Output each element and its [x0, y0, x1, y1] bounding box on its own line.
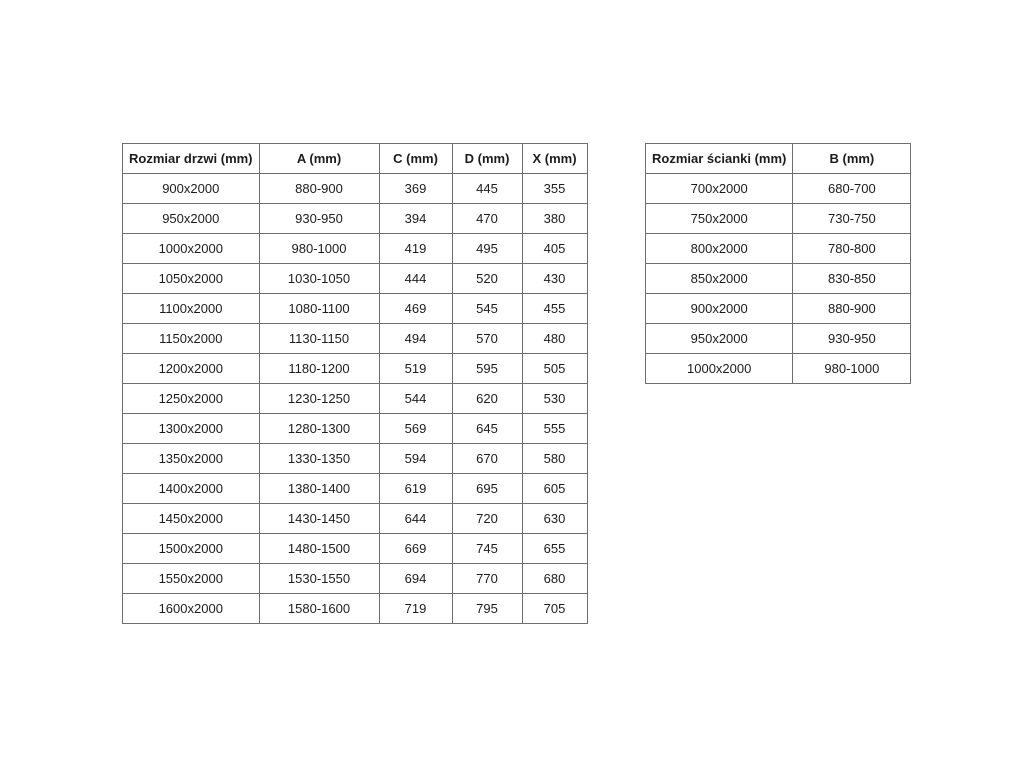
table-cell: 605: [522, 474, 587, 504]
table-cell: 544: [379, 384, 452, 414]
table-cell: 569: [379, 414, 452, 444]
table-cell: 750x2000: [646, 204, 793, 234]
table-cell: 1000x2000: [123, 234, 260, 264]
table-row: [646, 294, 911, 324]
table-cell: 980-1000: [259, 234, 379, 264]
table-cell: 1050x2000: [123, 264, 260, 294]
table-cell: 850x2000: [646, 264, 793, 294]
table-row: [123, 444, 588, 474]
table-cell: 1150x2000: [123, 324, 260, 354]
table-cell: 580: [522, 444, 587, 474]
table-cell: 730-750: [793, 204, 911, 234]
table-cell: 1030-1050: [259, 264, 379, 294]
table-cell: 645: [452, 414, 522, 444]
table-cell: 419: [379, 234, 452, 264]
table-row: [123, 384, 588, 414]
table-cell: 394: [379, 204, 452, 234]
table-cell: 495: [452, 234, 522, 264]
table-cell: 520: [452, 264, 522, 294]
table-cell: 619: [379, 474, 452, 504]
header-row: [123, 144, 588, 174]
column-header: B (mm): [793, 144, 911, 174]
table-cell: 1000x2000: [646, 354, 793, 384]
table-row: [646, 204, 911, 234]
table-cell: 1250x2000: [123, 384, 260, 414]
table-cell: 1430-1450: [259, 504, 379, 534]
table-cell: 555: [522, 414, 587, 444]
table-cell: 455: [522, 294, 587, 324]
table-row: [123, 174, 588, 204]
table-cell: 530: [522, 384, 587, 414]
table-cell: 1230-1250: [259, 384, 379, 414]
table-cell: 1550x2000: [123, 564, 260, 594]
table-cell: 950x2000: [123, 204, 260, 234]
table-cell: 695: [452, 474, 522, 504]
column-header: Rozmiar ścianki (mm): [646, 144, 793, 174]
table-row: [646, 234, 911, 264]
wall-sizes-table: [645, 143, 911, 384]
table-cell: 950x2000: [646, 324, 793, 354]
door-sizes-table: [122, 143, 588, 624]
table-row: [123, 264, 588, 294]
table-row: [123, 324, 588, 354]
table-cell: 655: [522, 534, 587, 564]
table-cell: 505: [522, 354, 587, 384]
table-row: [123, 204, 588, 234]
table-cell: 620: [452, 384, 522, 414]
table-cell: 680-700: [793, 174, 911, 204]
header-row: [646, 144, 911, 174]
table-cell: 1380-1400: [259, 474, 379, 504]
table-cell: 1130-1150: [259, 324, 379, 354]
table-cell: 1330-1350: [259, 444, 379, 474]
table-row: [123, 594, 588, 624]
table-cell: 545: [452, 294, 522, 324]
table-cell: 770: [452, 564, 522, 594]
table-cell: 930-950: [259, 204, 379, 234]
table-cell: 595: [452, 354, 522, 384]
table-cell: 694: [379, 564, 452, 594]
table-cell: 1600x2000: [123, 594, 260, 624]
table-cell: 1200x2000: [123, 354, 260, 384]
table-cell: 1480-1500: [259, 534, 379, 564]
table-cell: 880-900: [793, 294, 911, 324]
table-cell: 1450x2000: [123, 504, 260, 534]
table-cell: 570: [452, 324, 522, 354]
table-cell: 700x2000: [646, 174, 793, 204]
table-cell: 1580-1600: [259, 594, 379, 624]
table-cell: 830-850: [793, 264, 911, 294]
table-cell: 430: [522, 264, 587, 294]
table-cell: 594: [379, 444, 452, 474]
table-cell: 720: [452, 504, 522, 534]
table-cell: 380: [522, 204, 587, 234]
table-cell: 680: [522, 564, 587, 594]
column-header: D (mm): [452, 144, 522, 174]
table-cell: 1080-1100: [259, 294, 379, 324]
table-cell: 795: [452, 594, 522, 624]
table-row: [123, 414, 588, 444]
table-row: [646, 354, 911, 384]
table-cell: 470: [452, 204, 522, 234]
table-cell: 1350x2000: [123, 444, 260, 474]
table-cell: 669: [379, 534, 452, 564]
table-cell: 469: [379, 294, 452, 324]
table-cell: 519: [379, 354, 452, 384]
table-row: [123, 354, 588, 384]
table-cell: 800x2000: [646, 234, 793, 264]
table-cell: 880-900: [259, 174, 379, 204]
table-row: [646, 324, 911, 354]
table-cell: 480: [522, 324, 587, 354]
table-cell: 745: [452, 534, 522, 564]
column-header: Rozmiar drzwi (mm): [123, 144, 260, 174]
table-row: [123, 294, 588, 324]
table-cell: 930-950: [793, 324, 911, 354]
table-row: [123, 234, 588, 264]
table-cell: 1530-1550: [259, 564, 379, 594]
table-cell: 780-800: [793, 234, 911, 264]
table-cell: 705: [522, 594, 587, 624]
table-cell: 1280-1300: [259, 414, 379, 444]
table-cell: 445: [452, 174, 522, 204]
column-header: C (mm): [379, 144, 452, 174]
table-row: [123, 474, 588, 504]
table-cell: 369: [379, 174, 452, 204]
table-cell: 355: [522, 174, 587, 204]
table-row: [646, 264, 911, 294]
table-row: [123, 564, 588, 594]
table-cell: 1180-1200: [259, 354, 379, 384]
table-cell: 719: [379, 594, 452, 624]
table-cell: 900x2000: [123, 174, 260, 204]
table-cell: 1500x2000: [123, 534, 260, 564]
table-cell: 670: [452, 444, 522, 474]
table-cell: 494: [379, 324, 452, 354]
table-row: [123, 534, 588, 564]
table-cell: 900x2000: [646, 294, 793, 324]
table-row: [123, 504, 588, 534]
table-cell: 444: [379, 264, 452, 294]
table-cell: 1400x2000: [123, 474, 260, 504]
column-header: A (mm): [259, 144, 379, 174]
table-cell: 1300x2000: [123, 414, 260, 444]
table-row: [646, 174, 911, 204]
table-cell: 1100x2000: [123, 294, 260, 324]
table-cell: 644: [379, 504, 452, 534]
column-header: X (mm): [522, 144, 587, 174]
table-cell: 405: [522, 234, 587, 264]
table-cell: 630: [522, 504, 587, 534]
table-cell: 980-1000: [793, 354, 911, 384]
